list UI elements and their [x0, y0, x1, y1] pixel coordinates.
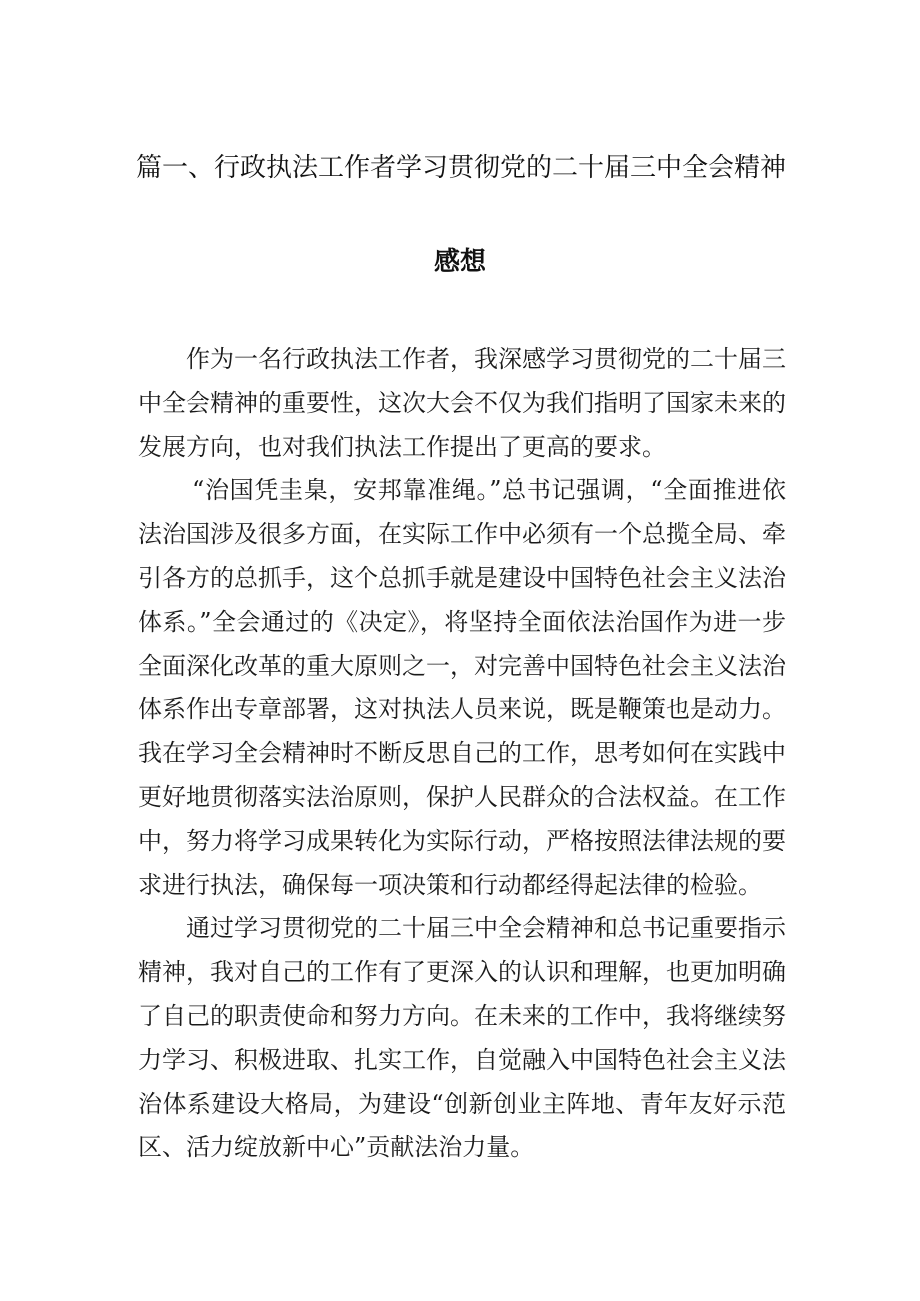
document-title: 篇一、行政执法工作者学习贯彻党的二十届三中全会精神 — [136, 153, 787, 183]
paragraph-2: “治国凭圭臬，安邦靠准绳。”总书记强调，“全面推进依法治国涉及很多方面，在实际工作中必须有一个总揽全局、牵引各方的总抓手，这个总抓手就是建设中国特色社会主义法治体系。”全会通过的《决定》，将坚持全面依法治国作为进一步全面深化改革的重大原则之一，对完善中国特色社会主义法治体系作出专章部署，这对执法人员来说，既是鞭策也是动力。我在学习全会精神时不断反思自己的工作，思考如何在实践中更好地贯彻落实法治原则，保护人民群众的合法权益。在工作中，努力将学习成果转化为实际行动，严格按照法律法规的要求进行执法，确保每一项决策和行动都经得起法律的检验。 — [138, 476, 786, 899]
paragraph-3: 通过学习贯彻党的二十届三中全会精神和总书记重要指示精神，我对自己的工作有了更深入的认识和理解，也更加明确了自己的职责使命和努力方向。在未来的工作中，我将继续努力学习、积极进取、扎实工作，自觉融入中国特色社会主义法治体系建设大格局，为建设“创新创业主阵地、青年友好示范区、活力绽放新中心”贡献法治力量。 — [138, 914, 786, 1162]
document-title-continuation: 感想 — [433, 247, 486, 277]
paragraph-1: 作为一名行政执法工作者，我深感学习贯彻党的二十届三中全会精神的重要性，这次大会不仅为我们指明了国家未来的发展方向，也对我们执法工作提出了更高的要求。 — [138, 345, 786, 461]
document-body — [138, 338, 786, 1170]
